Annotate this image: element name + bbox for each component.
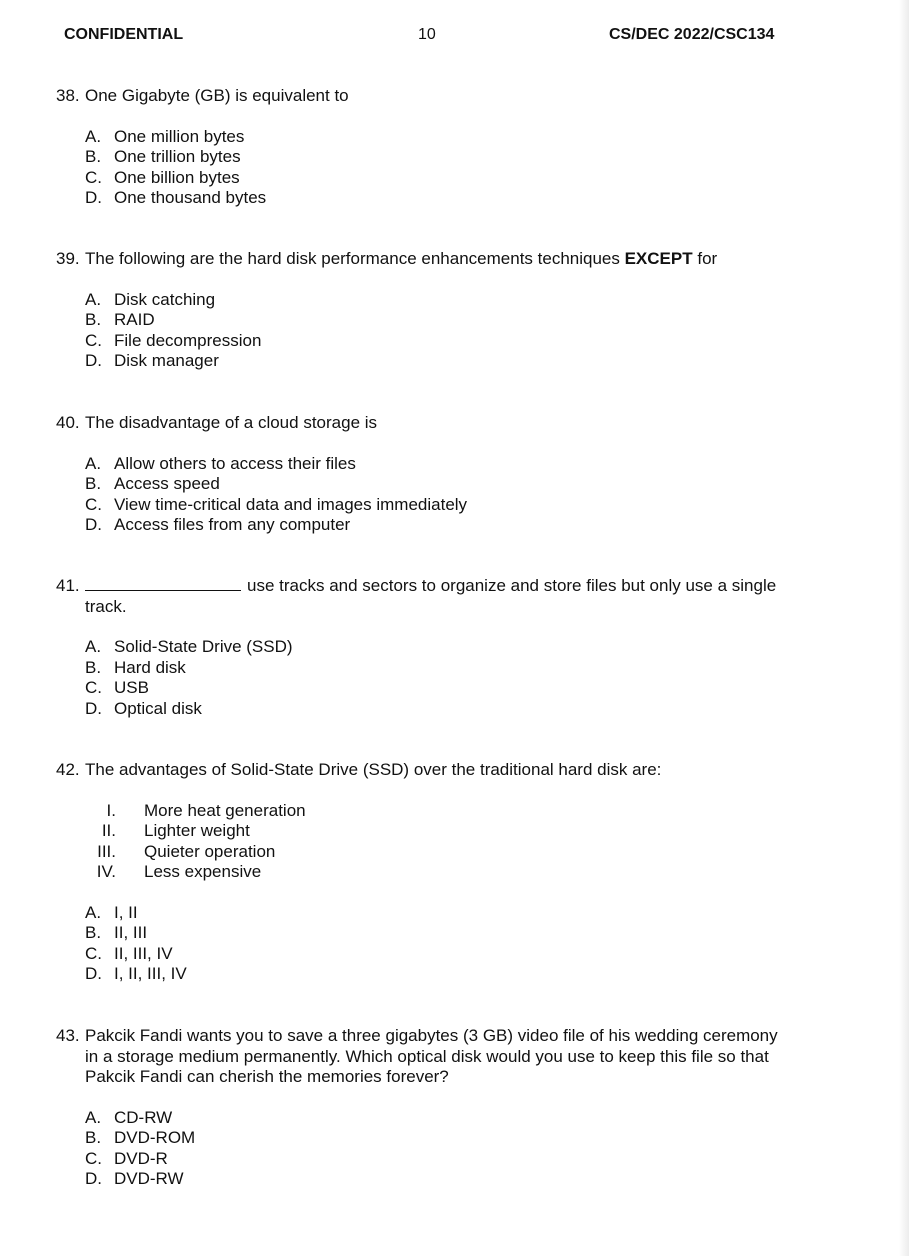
option-c <box>85 944 846 965</box>
question-number: 40. <box>56 413 80 432</box>
option-a <box>85 1108 846 1129</box>
question-text: One Gigabyte (GB) is equivalent to <box>85 86 349 105</box>
option-a <box>85 637 846 658</box>
option-letter: A. <box>85 453 102 473</box>
option-text: One thousand bytes <box>114 188 267 207</box>
statement-text: More heat generation <box>144 800 306 820</box>
option-text: II, III, IV <box>114 943 173 963</box>
question-number: 42. <box>56 760 80 779</box>
option-b <box>85 923 846 944</box>
option-letter: C. <box>85 678 102 697</box>
question-stem <box>56 760 846 781</box>
options-list <box>56 1108 846 1190</box>
page-edge-shadow <box>899 0 909 1256</box>
statement-number: I. <box>106 800 116 820</box>
statement-item <box>56 862 846 883</box>
question-stem <box>56 86 846 107</box>
question-text-line: Pakcik Fandi can cherish the memories forever? <box>85 1067 449 1086</box>
option-d <box>85 1169 846 1190</box>
statement-text: Lighter weight <box>144 821 250 840</box>
question-text: The advantages of Solid-State Drive (SSD) over the traditional hard disk are: <box>85 760 662 779</box>
option-text: I, II, III, IV <box>114 964 187 983</box>
option-text: DVD-R <box>114 1148 168 1168</box>
option-b <box>85 658 846 679</box>
options-list <box>56 637 846 719</box>
question-43 <box>56 1026 846 1190</box>
option-a <box>85 454 846 475</box>
option-b <box>85 474 846 495</box>
statement-number: II. <box>101 821 116 840</box>
option-text: Disk manager <box>114 351 219 370</box>
option-letter: C. <box>85 330 102 350</box>
statement-text: Less expensive <box>144 862 262 881</box>
option-d <box>85 188 846 209</box>
statement-item <box>56 842 846 863</box>
question-text <box>85 249 846 270</box>
question-stem <box>56 576 846 617</box>
option-letter: B. <box>85 1128 102 1147</box>
option-letter: D. <box>85 188 102 207</box>
option-letter: D. <box>85 964 102 983</box>
question-text <box>85 576 846 617</box>
option-a <box>85 290 846 311</box>
option-c <box>85 1149 846 1170</box>
option-letter: A. <box>85 126 102 146</box>
statement-number: III. <box>97 841 116 861</box>
question-39 <box>56 249 846 372</box>
option-letter: C. <box>85 943 102 963</box>
question-text-line: in a storage medium permanently. Which optical disk would you use to keep this file so that <box>85 1046 769 1066</box>
question-text-emphasis: EXCEPT <box>624 249 693 268</box>
option-d <box>85 964 846 985</box>
option-text: Access files from any computer <box>114 515 351 534</box>
option-letter: A. <box>85 289 102 309</box>
question-text-part: for <box>692 249 718 268</box>
option-text: Allow others to access their files <box>114 453 356 473</box>
option-text: Optical disk <box>114 698 202 718</box>
statement-item <box>56 801 846 822</box>
option-letter: B. <box>85 147 102 166</box>
question-stem <box>56 413 846 434</box>
options-list <box>56 127 846 209</box>
question-42 <box>56 760 846 985</box>
question-text-part: The following are the hard disk performance enhancements techniques <box>85 249 625 268</box>
option-text: Disk catching <box>114 289 216 309</box>
option-letter: C. <box>85 167 102 187</box>
option-text: II, III <box>114 923 148 942</box>
option-letter: A. <box>85 902 102 922</box>
header-page-number: 10 <box>418 26 436 43</box>
option-letter: C. <box>85 494 102 514</box>
question-text-line: use tracks and sectors to organize and store files but only use a single <box>247 576 777 595</box>
option-text: One million bytes <box>114 126 245 146</box>
statement-number: IV. <box>96 862 116 881</box>
question-number: 38. <box>56 86 80 105</box>
option-b <box>85 147 846 168</box>
question-38 <box>56 86 846 209</box>
option-d <box>85 515 846 536</box>
statements-list <box>56 801 846 883</box>
option-text: One billion bytes <box>114 167 240 187</box>
question-text-line: Pakcik Fandi wants you to save a three gigabytes (3 GB) video file of his wedding ceremony <box>85 1026 778 1045</box>
option-letter: D. <box>85 351 102 370</box>
option-d <box>85 351 846 372</box>
options-list <box>56 903 846 985</box>
statement-item <box>56 821 846 842</box>
question-text-line: track. <box>85 596 127 616</box>
option-letter: B. <box>85 657 102 677</box>
option-letter: C. <box>85 1148 102 1168</box>
question-text <box>85 1026 846 1088</box>
option-b <box>85 310 846 331</box>
question-number: 39. <box>56 249 80 268</box>
option-text: Access speed <box>114 474 220 493</box>
question-40 <box>56 413 846 536</box>
option-text: I, II <box>114 902 138 922</box>
option-c <box>85 331 846 352</box>
question-stem <box>56 249 846 270</box>
question-stem <box>56 1026 846 1088</box>
option-c <box>85 168 846 189</box>
header-confidential: CONFIDENTIAL <box>64 26 184 43</box>
option-text: DVD-ROM <box>114 1128 196 1147</box>
option-d <box>85 699 846 720</box>
option-letter: B. <box>85 310 102 329</box>
option-text: View time-critical data and images immediately <box>114 494 468 514</box>
option-c <box>85 678 846 699</box>
option-letter: A. <box>85 637 102 656</box>
options-list <box>56 454 846 536</box>
option-text: CD-RW <box>114 1107 173 1127</box>
fill-in-blank <box>85 576 241 591</box>
option-letter: D. <box>85 1169 102 1188</box>
option-text: File decompression <box>114 330 262 350</box>
option-a <box>85 903 846 924</box>
option-text: One trillion bytes <box>114 147 241 166</box>
question-number: 43. <box>56 1026 80 1045</box>
statement-text: Quieter operation <box>144 841 276 861</box>
option-text: USB <box>114 678 149 697</box>
option-letter: D. <box>85 515 102 534</box>
question-text: The disadvantage of a cloud storage is <box>85 413 378 432</box>
options-list <box>56 290 846 372</box>
option-text: Hard disk <box>114 657 186 677</box>
option-letter: A. <box>85 1107 102 1127</box>
option-text: RAID <box>114 310 155 329</box>
option-b <box>85 1128 846 1149</box>
option-a <box>85 127 846 148</box>
option-letter: B. <box>85 474 102 493</box>
option-text: Solid-State Drive (SSD) <box>114 637 293 656</box>
option-text: DVD-RW <box>114 1169 184 1188</box>
option-letter: B. <box>85 923 102 942</box>
header-course-code: CS/DEC 2022/CSC134 <box>609 26 775 43</box>
question-41 <box>56 576 846 719</box>
option-letter: D. <box>85 698 102 718</box>
question-number: 41. <box>56 576 80 595</box>
option-c <box>85 495 846 516</box>
